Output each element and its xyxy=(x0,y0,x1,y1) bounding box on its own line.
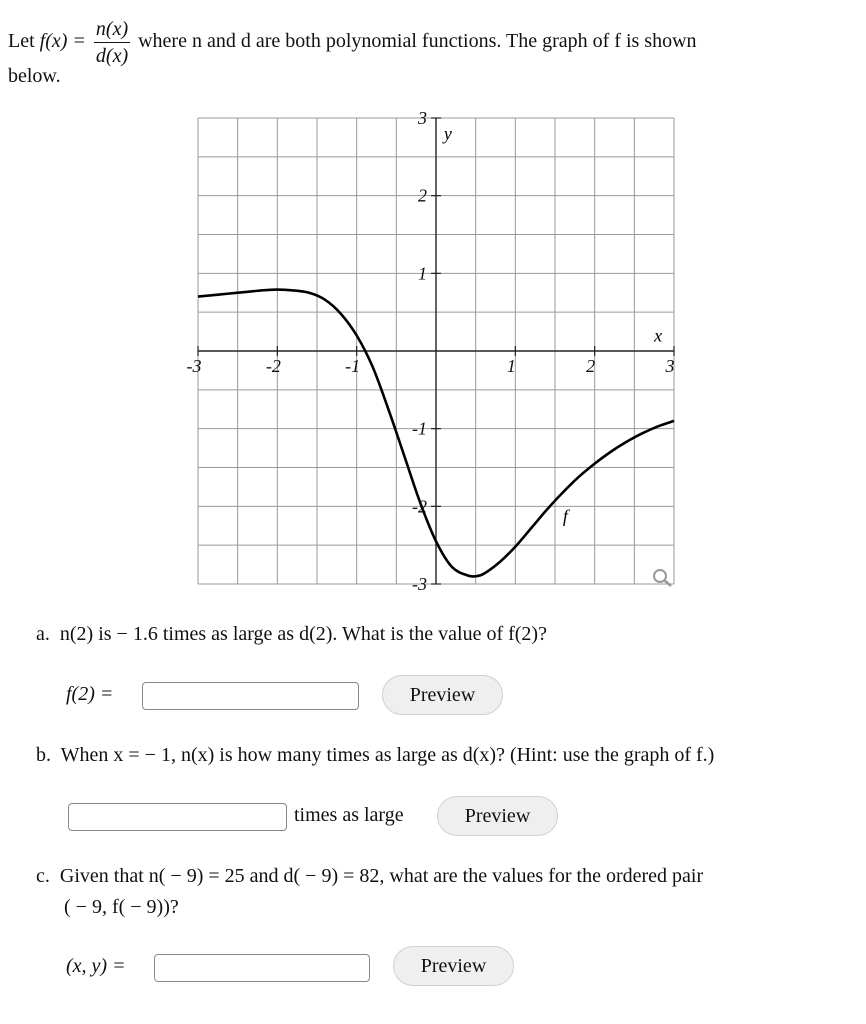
y-axis-label: y xyxy=(443,123,452,144)
question-c xyxy=(36,865,703,888)
answer-b-suffix: times as large xyxy=(294,804,404,826)
curve-label-f: f xyxy=(562,505,568,526)
y-tick-label: -1 xyxy=(412,418,427,439)
graph-axes xyxy=(198,118,674,584)
y-tick-label: 1 xyxy=(418,263,427,284)
question-b-letter: b. xyxy=(36,744,51,766)
intro-rest: where n and d are both polynomial functions. The graph of f is shown xyxy=(138,29,697,52)
question-c-text-line2: ( − 9, f( − 9))? xyxy=(64,896,179,918)
question-a xyxy=(36,623,547,646)
question-c-letter: c. xyxy=(36,865,50,887)
answer-c-label: (x, y) = xyxy=(66,955,126,977)
preview-c-button[interactable]: Preview xyxy=(393,946,514,986)
intro-lead: Let xyxy=(8,29,35,52)
answer-a-input[interactable] xyxy=(142,682,359,710)
question-c-text-line1: Given that n( − 9) = 25 and d( − 9) = 82, what are the values for the ordered pair xyxy=(59,865,704,887)
x-tick-label: 3 xyxy=(665,356,675,376)
x-tick-label: 2 xyxy=(586,356,596,376)
y-tick-label: -2 xyxy=(412,496,427,517)
fraction-denominator: d(x) xyxy=(95,45,129,67)
x-tick-label: -2 xyxy=(265,356,281,376)
y-tick-label: -3 xyxy=(412,574,427,594)
x-tick-label: -1 xyxy=(345,356,361,376)
intro-line-2: below. xyxy=(8,65,61,87)
preview-b-button[interactable]: Preview xyxy=(437,796,558,836)
x-axis-label: x xyxy=(654,325,663,346)
x-tick-label: -3 xyxy=(186,356,202,376)
y-tick-label: 2 xyxy=(418,185,427,206)
x-tick-label: 1 xyxy=(506,356,516,376)
question-a-text: n(2) is − 1.6 times as large as d(2). What is the value of f(2)? xyxy=(59,623,547,645)
question-b-text: When x = − 1, n(x) is how many times as large as d(x)? (Hint: use the graph of f.) xyxy=(60,744,715,766)
answer-c-input[interactable] xyxy=(154,954,370,982)
intro-f-of-x: f(x) = xyxy=(39,29,86,52)
question-a-letter: a. xyxy=(36,623,50,645)
preview-a-button[interactable]: Preview xyxy=(382,675,503,715)
y-tick-label: 3 xyxy=(418,108,427,128)
question-b xyxy=(36,744,714,767)
answer-b-input[interactable] xyxy=(68,803,287,831)
fraction-numerator: n(x) xyxy=(94,19,130,43)
answer-a-label: f(2) = xyxy=(66,683,114,705)
